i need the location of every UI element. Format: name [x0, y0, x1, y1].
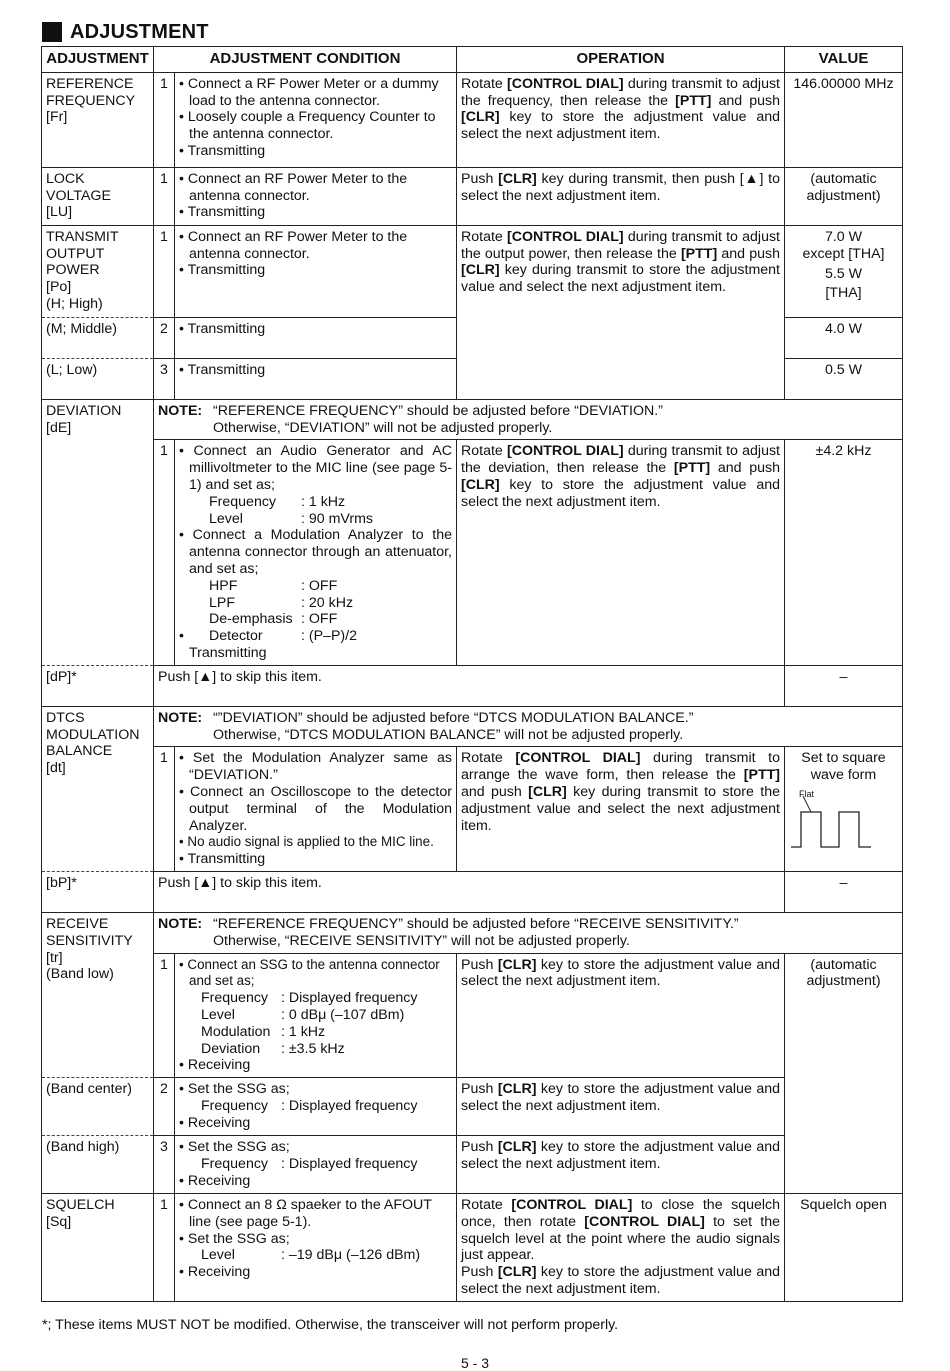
note-cell — [154, 912, 903, 953]
condition-item: • Transmitting — [179, 320, 266, 337]
note-line: “REFERENCE FREQUENCY” should be adjusted before “RECEIVE SENSITIVITY.” — [213, 915, 739, 932]
op-text: during transmit to arrange the wave form, then release the — [461, 750, 780, 784]
condition-item: • Transmitting — [179, 851, 266, 868]
op-text: to set the squelch level at the point where the audio signals just appear. — [461, 1213, 781, 1264]
op-text: to close the squelch once, then rotate — [461, 1197, 781, 1230]
value-line: 5.5 W — [824, 266, 863, 283]
setting-key: Deviation — [201, 1040, 261, 1057]
setting-row — [179, 1041, 452, 1058]
condition-item: • Connect an Audio Generator and AC millivoltmeter to the MIC line (see page 5-1) and set as; — [179, 443, 452, 493]
control-dial-key: [CONTROL DIAL] — [507, 443, 624, 460]
op-text: and — [710, 460, 750, 477]
name-line: REFERENCE — [46, 75, 134, 92]
setting-row — [179, 1156, 452, 1173]
note-line: Otherwise, “DTCS MODULATION BALANCE” will not be adjusted properly. — [213, 726, 684, 743]
value-cell — [785, 167, 903, 225]
name-line: OUTPUT — [46, 245, 105, 262]
setting-value: : 1 kHz — [301, 493, 346, 510]
setting-key: Level — [201, 1006, 235, 1023]
table-row — [42, 871, 903, 912]
setting-value: : Displayed frequency — [281, 1155, 418, 1172]
setting-value: : Displayed frequency — [281, 990, 418, 1007]
setting-key: Frequency — [209, 493, 277, 510]
op-text: during transmit to adjust the output power, then release the — [461, 228, 781, 262]
adjustment-name — [42, 399, 154, 665]
adjustment-name: (Band high) — [42, 1136, 154, 1194]
operation-cell — [457, 1136, 785, 1194]
value-line: Set to square — [801, 750, 886, 767]
condition-cell — [175, 225, 457, 317]
operation-cell — [457, 72, 785, 167]
name-line: RECEIVE — [46, 915, 109, 932]
table-row — [42, 706, 903, 747]
square-bullet-icon — [42, 22, 62, 42]
condition-cell — [175, 440, 457, 665]
setting-row — [179, 1007, 452, 1024]
col-header-adjustment: ADJUSTMENT — [42, 47, 154, 73]
table-row — [42, 747, 903, 872]
operation-cell — [457, 1078, 785, 1136]
page-number: 5 - 3 — [460, 1355, 489, 1371]
condition-item: • Set the Modulation Analyzer same as “DEVIATION.” — [179, 750, 452, 784]
setting-key: Modulation — [201, 1023, 271, 1040]
setting-value: : 20 kHz — [301, 594, 354, 611]
op-text: Rotate — [461, 1197, 512, 1214]
condition-item: • Transmitting — [179, 361, 266, 378]
name-line: [Po] — [46, 279, 72, 296]
setting-row — [179, 494, 452, 511]
value-cell: – — [785, 665, 903, 706]
value-line: adjustment) — [806, 187, 881, 204]
op-text: Push — [461, 1139, 498, 1156]
adjustment-name — [42, 225, 154, 317]
note-line: “”DEVIATION” should be adjusted before “DTCS MODULATION BALANCE.” — [213, 709, 694, 726]
setting-key: Detector — [209, 628, 263, 645]
value-cell: ±4.2 kHz — [785, 440, 903, 665]
name-line: MODULATION — [46, 726, 140, 743]
note-label: NOTE: — [158, 915, 203, 932]
name-line: [Fr] — [46, 109, 68, 126]
name-line: POWER — [46, 262, 100, 279]
control-dial-key: [CONTROL DIAL] — [507, 75, 624, 92]
adjustment-name: (Band center) — [42, 1078, 154, 1136]
clr-key: [CLR] — [461, 262, 500, 279]
setting-key: LPF — [209, 594, 236, 611]
setting-value: : ±3.5 kHz — [281, 1040, 345, 1057]
ptt-key: [PTT] — [743, 767, 780, 784]
control-dial-key: [CONTROL DIAL] — [511, 1197, 633, 1214]
skip-instruction: Push [▲] to skip this item. — [154, 665, 785, 706]
note-cell — [154, 706, 903, 747]
operation-cell — [457, 1194, 785, 1302]
value-cell: – — [785, 871, 903, 912]
step-number: 1 — [154, 225, 175, 317]
setting-value: : 0 dBμ (–107 dBm) — [281, 1006, 405, 1023]
condition-cell — [175, 953, 457, 1078]
adjustment-name — [42, 72, 154, 167]
table-row — [42, 167, 903, 225]
ptt-key: [PTT] — [675, 92, 712, 109]
op-paragraph — [461, 1197, 780, 1264]
value-cell — [785, 953, 903, 1194]
flat-label: Flat — [799, 788, 815, 799]
table-header-row — [42, 47, 903, 73]
name-line: DEVIATION — [46, 402, 122, 419]
table-row — [42, 399, 903, 440]
op-text: during transmit to adjust the frequency, then release the — [461, 75, 781, 109]
table-row — [42, 1136, 903, 1194]
value-cell: Squelch open — [785, 1194, 903, 1302]
note-label: NOTE: — [158, 402, 203, 419]
operation-cell — [457, 225, 785, 399]
name-line: FREQUENCY — [46, 92, 136, 109]
note-cell — [154, 399, 903, 440]
setting-value: : OFF — [301, 577, 338, 594]
condition-item: • Connect a RF Power Meter or a dummy load to the antenna connector. — [179, 75, 439, 109]
name-line: BALANCE — [46, 743, 113, 760]
setting-key: HPF — [209, 577, 238, 594]
name-line: [Sq] — [46, 1213, 72, 1230]
skip-instruction: Push [▲] to skip this item. — [154, 871, 785, 912]
op-text: key to store the adjustment value and select the next adjustment item. — [461, 476, 780, 510]
section-title — [42, 20, 209, 44]
page-title: ADJUSTMENT — [70, 20, 209, 43]
step-number: 3 — [154, 358, 175, 399]
ptt-key: [PTT] — [680, 245, 718, 262]
value-line: (automatic — [810, 956, 877, 973]
name-line: LOCK — [46, 170, 85, 187]
op-text: and push — [717, 245, 780, 262]
adjustment-name: (M; Middle) — [42, 317, 154, 358]
table-row — [42, 665, 903, 706]
bullet: • — [179, 628, 184, 645]
condition-item: • Receiving — [179, 1057, 251, 1074]
setting-key: Frequency — [201, 1097, 269, 1114]
adjustment-name: (L; Low) — [42, 358, 154, 399]
condition-item: • Connect an RF Power Meter to the antenna connector. — [179, 228, 408, 262]
setting-value: : Displayed frequency — [281, 1097, 418, 1114]
op-text: Push — [461, 956, 498, 973]
table-row — [42, 953, 903, 1078]
setting-value: : OFF — [301, 611, 338, 628]
op-text: Rotate — [461, 75, 507, 92]
operation-cell — [457, 747, 785, 872]
condition-item: • Connect an 8 Ω spaeker to the AFOUT line (see page 5-1). — [179, 1197, 432, 1230]
condition-cell — [175, 358, 457, 399]
name-line: TRANSMIT — [46, 228, 119, 245]
value-cell — [785, 225, 903, 317]
value-line: adjustment) — [806, 973, 881, 990]
name-line: DTCS — [46, 709, 85, 726]
op-text: and push — [711, 92, 780, 109]
table-row — [42, 912, 903, 953]
condition-item: • Set the SSG as; — [179, 1230, 290, 1247]
op-text: key to store the adjustment value and select the next adjustment item. — [461, 1081, 780, 1114]
step-number: 1 — [154, 167, 175, 225]
setting-row — [179, 611, 452, 628]
clr-key: [CLR] — [497, 1264, 537, 1281]
op-text: key to store the adjustment value and select the next adjustment item. — [461, 956, 780, 990]
name-line: (H; High) — [46, 295, 103, 312]
step-number: 1 — [154, 747, 175, 872]
name-line: VOLTAGE — [46, 187, 111, 204]
condition-cell — [175, 747, 457, 872]
value-cell: 0.5 W — [785, 358, 903, 399]
value-line: wave form — [810, 767, 877, 784]
name-line: [LU] — [46, 204, 73, 221]
op-text: during transmit to adjust the deviation, then release the — [461, 443, 781, 477]
col-header-operation: OPERATION — [457, 47, 785, 73]
setting-row — [179, 1098, 452, 1115]
value-line: 7.0 W — [824, 228, 863, 245]
operation-cell — [457, 953, 785, 1078]
setting-key: Frequency — [201, 990, 269, 1007]
condition-item: • Connect a Modulation Analyzer to the antenna connector through an attenuator, and set as; — [179, 527, 452, 577]
adjustment-name: [bP]* — [42, 871, 154, 912]
setting-row — [179, 511, 452, 528]
name-line: [tr] — [46, 949, 63, 966]
name-line: [dt] — [46, 760, 66, 777]
op-paragraph — [461, 1264, 780, 1298]
control-dial-key: [CONTROL DIAL] — [584, 1213, 705, 1230]
op-text: key to store the adjustment value and select the next adjustment item. — [461, 1264, 780, 1298]
step-number: 1 — [154, 1194, 175, 1302]
step-number: 1 — [154, 953, 175, 1078]
clr-key: [CLR] — [497, 1081, 537, 1098]
condition-cell — [175, 167, 457, 225]
adjustment-name — [42, 1194, 154, 1302]
step-number: 1 — [154, 440, 175, 665]
square-wave-icon — [789, 784, 897, 854]
footnote: *; These items MUST NOT be modified. Otherwise, the transceiver will not perform properly. — [42, 1317, 619, 1333]
condition-item: • Receiving — [179, 1172, 251, 1189]
operation-cell — [457, 440, 785, 665]
setting-key: De-emphasis — [209, 611, 293, 628]
value-line: except [THA] — [802, 245, 885, 262]
step-number: 3 — [154, 1136, 175, 1194]
op-text: Push — [461, 170, 499, 187]
op-text: key during transmit to store the adjustment value and select the next adjustment item. — [461, 783, 780, 834]
name-line: (Band low) — [46, 966, 114, 983]
table-row — [42, 1078, 903, 1136]
name-line: SQUELCH — [46, 1197, 115, 1214]
col-header-value: VALUE — [785, 47, 903, 73]
note-line: Otherwise, “DEVIATION” will not be adjusted properly. — [213, 419, 553, 436]
condition-item: • Receiving — [179, 1264, 251, 1281]
condition-item: • Set the SSG as; — [179, 1139, 290, 1156]
condition-item: • Connect an RF Power Meter to the antenna connector. — [179, 170, 408, 204]
condition-cell — [175, 1194, 457, 1302]
op-text: Rotate — [461, 443, 507, 460]
setting-row — [179, 578, 452, 595]
setting-key: Level — [209, 510, 243, 527]
step-number: 1 — [154, 72, 175, 167]
op-text: Push — [461, 1081, 498, 1098]
clr-key: [CLR] — [528, 783, 567, 800]
control-dial-key: [CONTROL DIAL] — [515, 750, 641, 767]
note — [158, 916, 898, 950]
value-line: [THA] — [825, 285, 862, 302]
op-text: and push — [461, 783, 529, 800]
note-body — [213, 710, 693, 744]
step-number: 2 — [154, 1078, 175, 1136]
table-row — [42, 225, 903, 317]
table-row — [42, 72, 903, 167]
clr-key: [CLR] — [461, 476, 500, 493]
note-line: Otherwise, “RECEIVE SENSITIVITY” will not be adjusted properly. — [213, 932, 630, 949]
value-line: (automatic — [810, 170, 877, 187]
ptt-key: [PTT] — [673, 460, 711, 477]
op-text: push — [749, 460, 780, 477]
step-number: 2 — [154, 317, 175, 358]
setting-row — [179, 595, 452, 612]
condition-item: • Transmitting — [179, 262, 266, 279]
square-wave-figure — [789, 784, 898, 854]
condition-cell — [175, 72, 457, 167]
condition-item: • No audio signal is applied to the MIC line. — [179, 834, 434, 850]
setting-value: : (P–P)/2 — [301, 628, 357, 645]
control-dial-key: [CONTROL DIAL] — [507, 228, 624, 245]
table-row — [42, 440, 903, 665]
condition-item: • Set the SSG as; — [179, 1081, 290, 1098]
value-cell: 146.00000 MHz — [785, 72, 903, 167]
op-text: Push — [461, 1264, 498, 1281]
setting-value: : 1 kHz — [281, 1023, 326, 1040]
setting-value: : –19 dBμ (–126 dBm) — [281, 1247, 421, 1264]
note-body — [213, 403, 663, 437]
condition-cell — [175, 1078, 457, 1136]
condition-cell — [175, 317, 457, 358]
op-text: key during transmit, then push [▲] to select the next adjustment item. — [461, 170, 781, 204]
condition-item: • Connect an SSG to the antenna connector and set as; — [179, 956, 440, 989]
op-text: Rotate — [461, 750, 516, 767]
adjustment-name — [42, 167, 154, 225]
op-text: Rotate — [461, 228, 507, 245]
setting-row — [179, 990, 452, 1007]
op-text: key to store the adjustment value and select the next adjustment item. — [461, 1139, 780, 1172]
condition-item: • Receiving — [179, 1114, 251, 1131]
op-text: key to store the adjustment value and select the next adjustment item. — [461, 109, 780, 143]
condition-cell — [175, 1136, 457, 1194]
condition-item: • Connect an Oscilloscope to the detector output terminal of the Modulation Analyzer. — [179, 783, 452, 834]
note-line: “REFERENCE FREQUENCY” should be adjusted before “DEVIATION.” — [213, 402, 663, 419]
note-body — [213, 916, 739, 950]
condition-item: • Transmitting — [179, 142, 266, 159]
setting-key: Frequency — [201, 1155, 269, 1172]
condition-item: • Transmitting — [179, 204, 266, 221]
value-cell: 4.0 W — [785, 317, 903, 358]
adjustment-table — [41, 46, 903, 1302]
col-header-condition: ADJUSTMENT CONDITION — [154, 47, 457, 73]
op-text: key during transmit to store the adjustment value and select the next adjustment item. — [461, 262, 780, 296]
condition-item: Transmitting — [189, 644, 267, 661]
clr-key: [CLR] — [498, 170, 537, 187]
name-line: SENSITIVITY — [46, 932, 133, 949]
operation-cell — [457, 167, 785, 225]
adjustment-name — [42, 912, 154, 1077]
note — [158, 403, 898, 437]
setting-row — [179, 1247, 452, 1264]
condition-item: • Loosely couple a Frequency Counter to the antenna connector. — [179, 109, 436, 143]
note-label: NOTE: — [158, 709, 203, 726]
clr-key: [CLR] — [497, 956, 537, 973]
setting-row — [179, 628, 452, 645]
setting-key: Level — [201, 1247, 235, 1264]
clr-key: [CLR] — [497, 1139, 537, 1156]
value-cell — [785, 747, 903, 872]
adjustment-name — [42, 706, 154, 871]
adjustment-name: [dP]* — [42, 665, 154, 706]
setting-row — [179, 1024, 452, 1041]
name-line: [dE] — [46, 419, 72, 436]
note — [158, 710, 898, 744]
setting-value: : 90 mVrms — [301, 510, 373, 527]
table-row — [42, 1194, 903, 1302]
clr-key: [CLR] — [461, 109, 500, 126]
